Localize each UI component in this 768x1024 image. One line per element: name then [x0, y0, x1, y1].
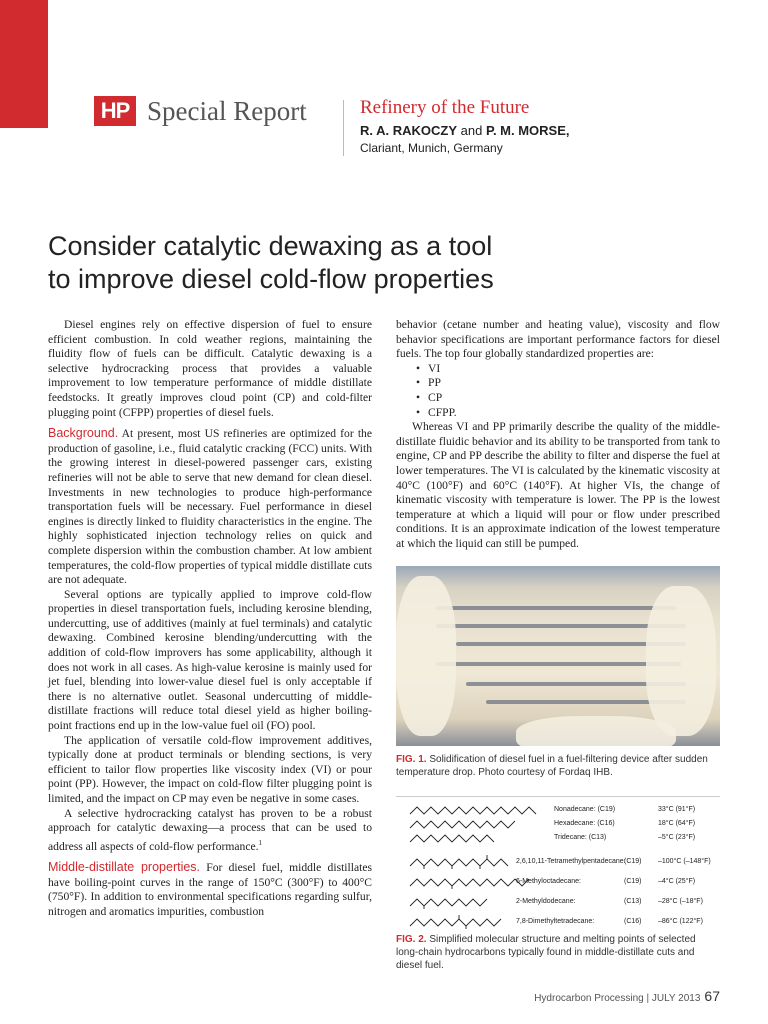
melting-point: –86°C (122°F): [658, 918, 703, 925]
background-subhead: Background.: [48, 426, 119, 441]
compound-name: Nonadecane: (C19): [554, 806, 616, 813]
molecule-row: [396, 875, 720, 889]
fig2-caption: [396, 933, 720, 972]
carbon-count: (C13): [624, 898, 642, 905]
red-corner-bar: [0, 0, 48, 128]
melting-point: –5°C (23°F): [658, 834, 696, 841]
article-title: [48, 230, 728, 296]
molecule-row: [396, 831, 720, 845]
fig1-label: FIG. 1.: [396, 754, 427, 765]
compound-name: 6-Methyloctadecane:: [516, 878, 581, 885]
fig2-text: Simplified molecular structure and melting points of selected long-chain hydrocarbons typically found in middle-distillate cuts and diesel fuel.: [396, 934, 696, 971]
molecule-structure: [408, 803, 538, 817]
fig1-text: Solidification of diesel fuel in a fuel-filtering device after sudden temperature drop. Photo courtesy of Fordaq IHB.: [396, 754, 708, 778]
molecule-row: [396, 855, 720, 869]
author-2: P. M. MORSE,: [485, 123, 570, 138]
molecule-structure: [408, 915, 503, 929]
right-column: [396, 318, 720, 552]
list-item: • PP: [416, 376, 720, 391]
compound-name: 2-Methyldodecane:: [516, 898, 576, 905]
fig2-label: FIG. 2.: [396, 934, 427, 945]
author-1: R. A. RAKOCZY: [360, 123, 458, 138]
molecule-row: [396, 803, 720, 817]
compound-name: 2,6,10,11-Tetramethylpentadecane:: [516, 858, 626, 865]
melting-point: 33°C (91°F): [658, 806, 696, 813]
compound-name: 7,8-Dimethyltetradecane:: [516, 918, 595, 925]
fig1-photo: [396, 566, 720, 746]
background-text: At present, most US refineries are optimized for the production of gasoline, i.e., fluid catalytic cracking (FCC) units. With the growing interest in diesel-powered passenger cars, existing refineries will not be able to serve that new demand for clean diesel. Investments in new technologies to produce high-performance transportation fuels will be necessary. Fuel performance in diesel engines is directly linked to fluidity characteristics in the engine. The highly sophisticated injection technology relies on quick and complete dispersion within the combustion chamber. At low ambient temperatures, the cold-flow properties of typical middle distillate cuts are not adequate.: [48, 427, 372, 587]
middle-distillate-text: For diesel fuel, middle distillates have boiling-point curves in the range of 150°C (300°F) to 400°C (750°F). In addition to environmental specifications regarding sulfur, nitrogen and aromatics impurities, combustion: [48, 861, 372, 919]
list-item: • VI: [416, 362, 720, 377]
intro-paragraph: Diesel engines rely on effective dispersion of fuel to ensure efficient combustion. In cold weather regions, maintaining the fluidity flow of fuels can be difficult. Catalytic dewaxing is a selective hydrocracking process that provides a valuable improvement to low temperature performance of middle distillate feedstocks. It greatly improves cloud point (CP) and cold-filter plugging point (CFPP) properties of diesel fuels.: [48, 318, 372, 419]
hp-logo: HP: [94, 96, 136, 126]
options-paragraph: Several options are typically applied to improve cold-flow properties in diesel transportation fuels, including kerosine blending, undercutting, use of additives (mainly at fuel terminals) and catalytic dewaxing. Combined kerosine blending/undercutting with the addition of cold-flow improvers has some applicability, although it does not work in all cases. As high-value kerosine is mainly used for jet fuel, blending into lower-value diesel fuel is only acceptable if there is no alternative outlet. Seasonal undercutting of middle-distillate fractions will reduce total diesel yield as higher boiling-point fractions end up in the low-value fuel oil (FO) pool.: [48, 587, 372, 733]
hydrocracking-text: A selective hydrocracking catalyst has proven to be a robust approach for catalytic dewaxing—a process that can be used to address all aspects of cold-flow performance.: [48, 806, 372, 853]
page-footer: [534, 988, 720, 1004]
molecule-structure: [408, 855, 510, 869]
melting-point: –28°C (–18°F): [658, 898, 703, 905]
hydrocracking-paragraph: [48, 807, 372, 855]
molecule-row: [396, 817, 720, 831]
compound-name: Hexadecane: (C16): [554, 820, 615, 827]
compound-name: Tridecane: (C13): [554, 834, 607, 841]
properties-paragraph: behavior (cetane number and heating value), viscosity and flow behavior specifications are important performance factors for diesel fuels. The top four globally standardized properties are:: [396, 318, 720, 361]
journal-info: Hydrocarbon Processing | JULY 2013: [534, 993, 701, 1004]
list-item: • CP: [416, 391, 720, 406]
middle-distillate-subhead: Middle-distillate properties.: [48, 860, 201, 875]
fig1-caption: [396, 753, 720, 779]
molecule-structure: [408, 895, 489, 909]
title-line-1: Consider catalytic dewaxing as a tool: [48, 231, 493, 261]
page-number: 67: [704, 988, 720, 1004]
properties-list: [396, 362, 720, 420]
list-item: • CFPP.: [416, 406, 720, 421]
melting-point: 18°C (64°F): [658, 820, 696, 827]
left-column: [48, 318, 372, 920]
melting-point: –100°C (–148°F): [658, 858, 711, 865]
author-conjunction: and: [457, 123, 486, 138]
section-name: Refinery of the Future: [360, 97, 530, 118]
special-report-heading: Special Report: [147, 96, 307, 126]
reference-1: 1: [258, 838, 263, 847]
background-paragraph: [48, 426, 372, 588]
molecule-structure: [408, 875, 531, 889]
middle-distillate-paragraph: [48, 860, 372, 919]
molecule-structure: [408, 817, 517, 831]
melting-point: –4°C (25°F): [658, 878, 696, 885]
additives-paragraph: The application of versatile cold-flow improvement additives, typically done at product terminals or blending sections, is very efficient to tailor flow properties like viscosity index (VI) or pour point (PP). However, the impact on cold-flow filter plugging point is limited, and the impact on CP may even be negative in some cases.: [48, 733, 372, 805]
carbon-count: (C16): [624, 918, 642, 925]
carbon-count: (C19): [624, 858, 642, 865]
fig2-molecule-chart: [396, 796, 720, 929]
authors: [360, 123, 570, 138]
header-divider: [343, 100, 344, 156]
molecule-row: [396, 915, 720, 929]
carbon-count: (C19): [624, 878, 642, 885]
molecule-structure: [408, 831, 496, 845]
title-line-2: to improve diesel cold-flow properties: [48, 264, 494, 294]
affiliation: Clariant, Munich, Germany: [360, 141, 503, 155]
vi-pp-paragraph: Whereas VI and PP primarily describe the quality of the middle-distillate fluidic behavior and its ability to be transported from tank to engine, CP and PP describe the ability to filter and disperse the fuel at lower temperatures. The VI is calculated by the kinematic viscosity at 40°C (100°F) and 60°C (140°F). At higher VIs, the change of kinematic viscosity with temperature is lower. The PP is the lowest temperature at which a liquid will pour or flow under prescribed conditions. It is an approximate indication of the lowest temperature at which the liquid can still be pumped.: [396, 420, 720, 550]
molecule-row: [396, 895, 720, 909]
